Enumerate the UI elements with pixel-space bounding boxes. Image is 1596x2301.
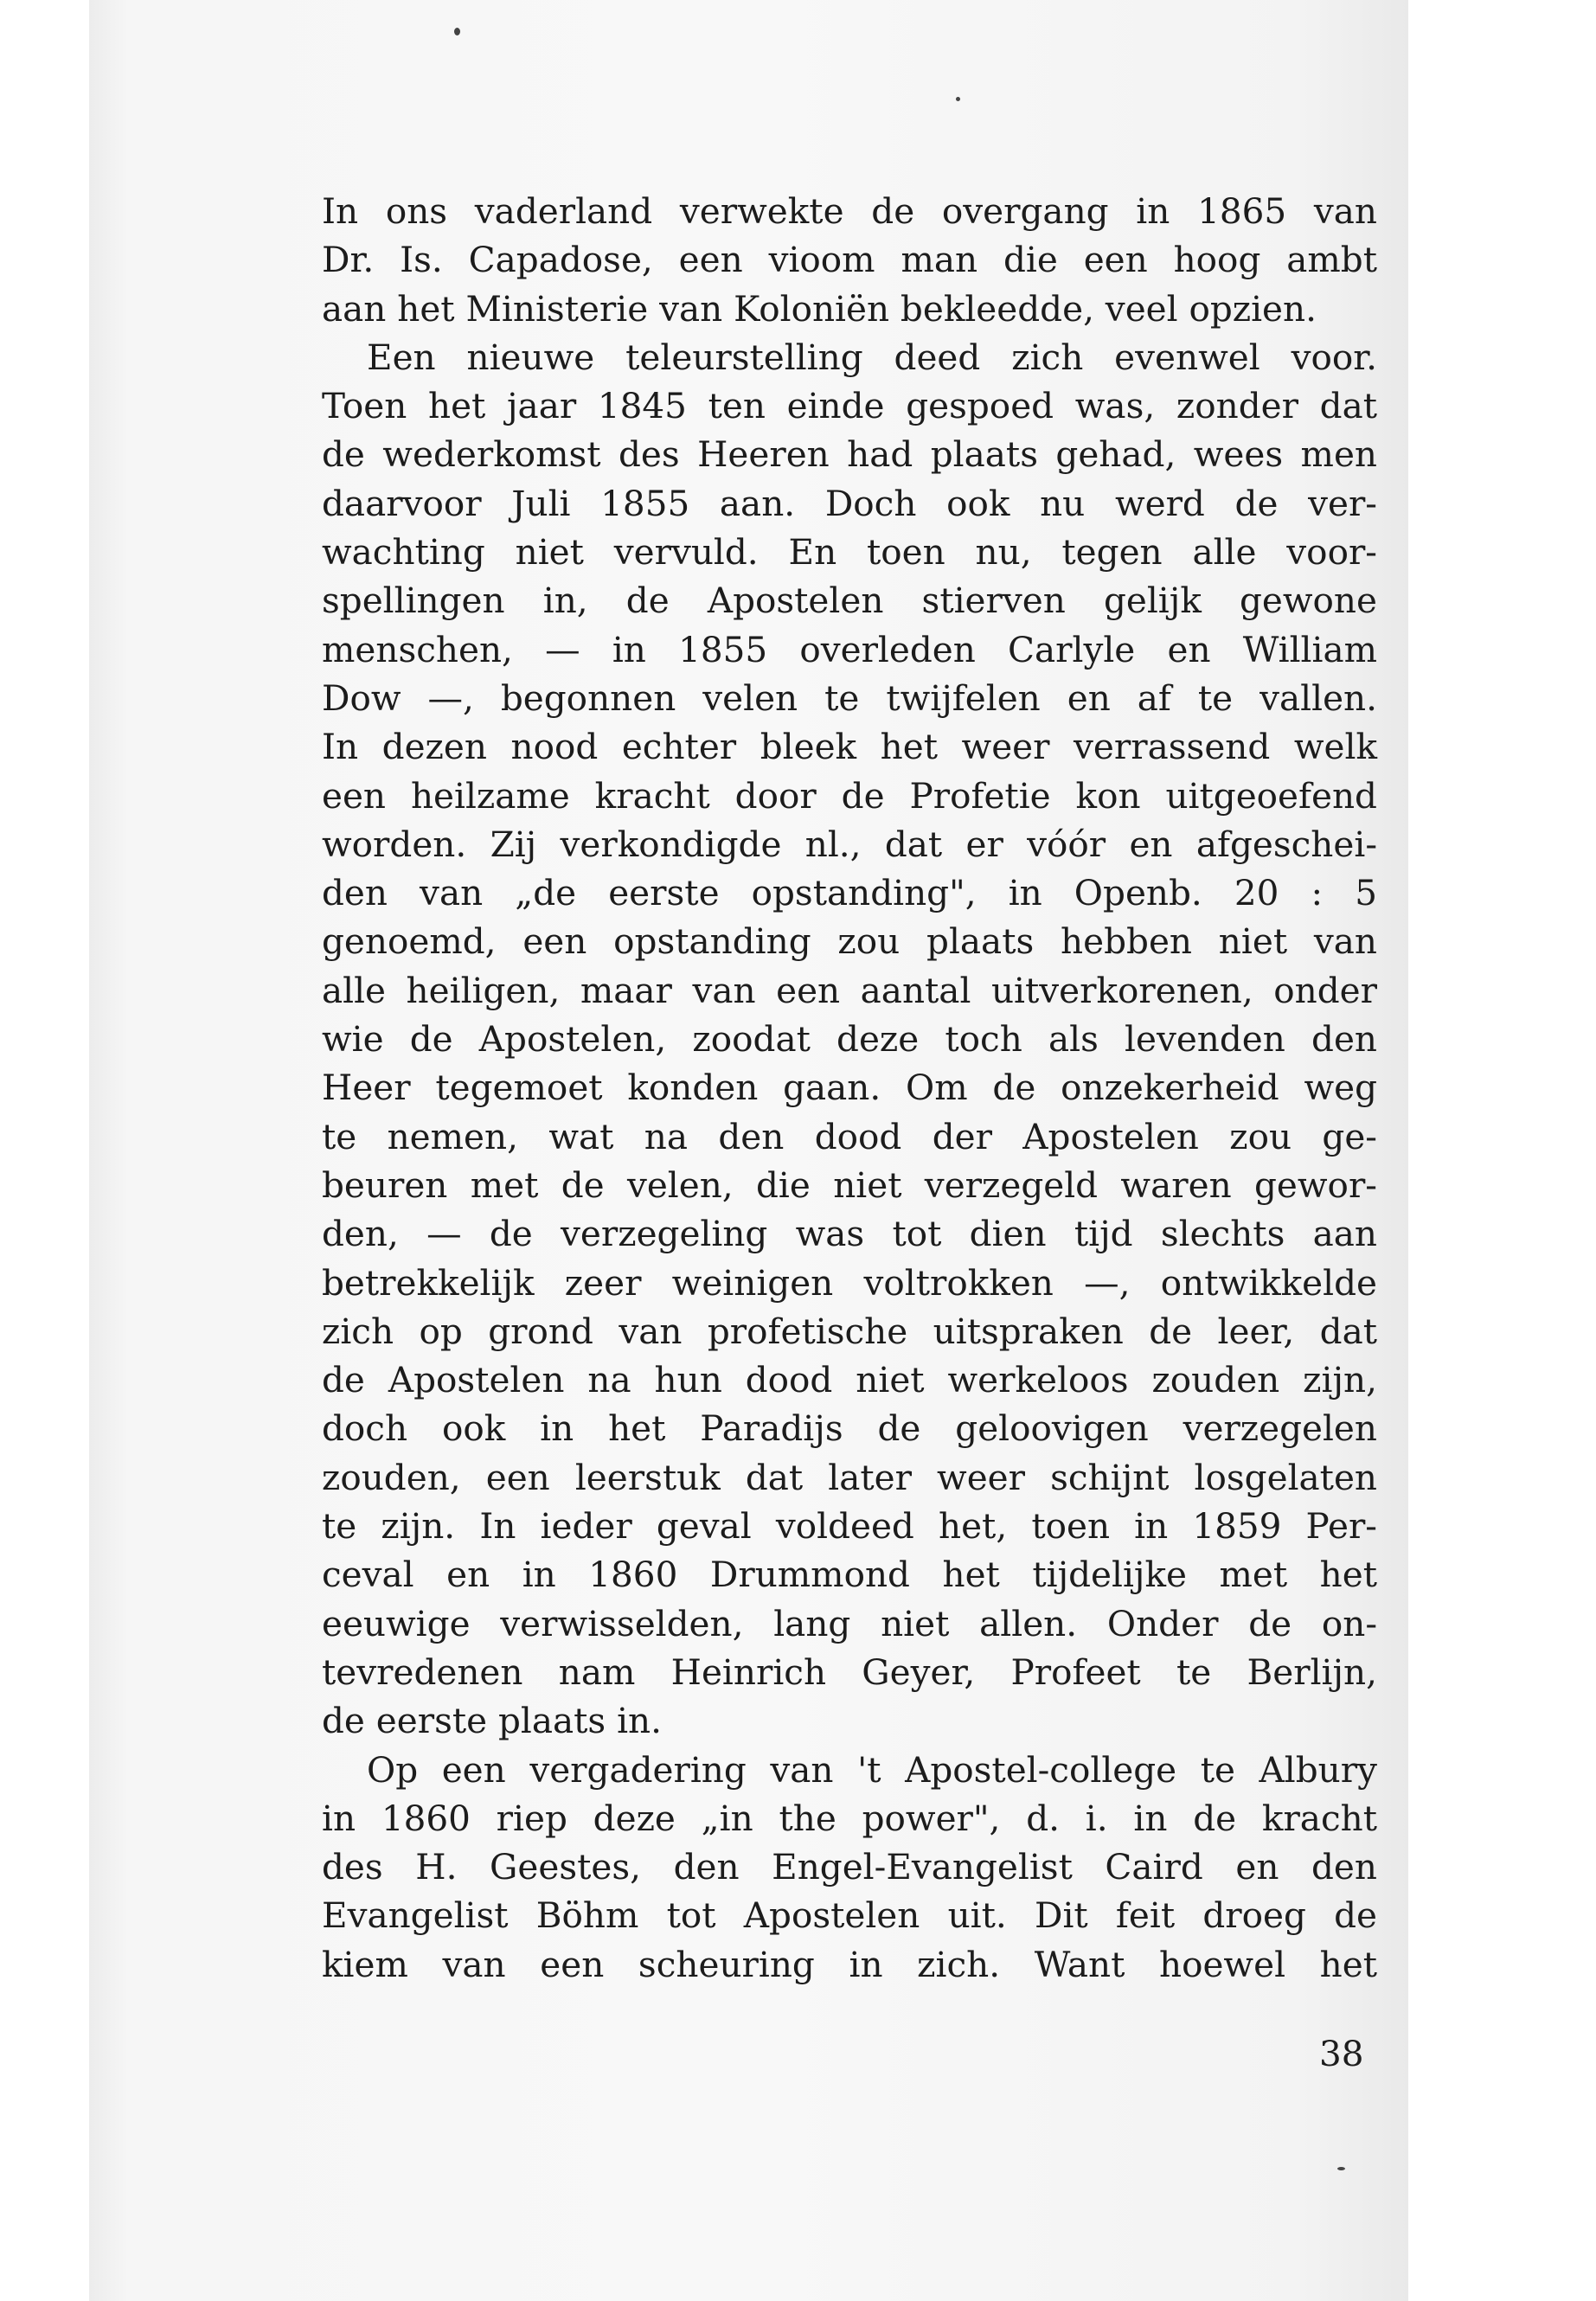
text-line: aan het Ministerie van Koloniën bekleedde, veel opzien. — [322, 287, 1317, 330]
text-line: worden. Zij verkondigde nl., dat er vóór en afgeschei- — [322, 823, 1377, 865]
text-line: tevredenen nam Heinrich Geyer, Profeet te Berlijn, — [322, 1650, 1377, 1693]
text-line: zich op grond van profetische uitspraken de leer, dat — [322, 1310, 1377, 1352]
text-line: spellingen in, de Apostelen stierven gelijk gewone — [322, 580, 1377, 622]
body-text — [322, 187, 1377, 1989]
text-line: In dezen nood echter bleek het weer verrassend welk — [322, 726, 1377, 768]
text-line: de Apostelen na hun dood niet werkeloos zouden zijn, — [322, 1359, 1377, 1401]
text-line: Evangelist Böhm tot Apostelen uit. Dit feit droeg de — [322, 1894, 1377, 1937]
text-line: genoemd, een opstanding zou plaats hebben niet van — [322, 920, 1377, 963]
scan-speck — [1337, 2167, 1345, 2170]
text-line: beuren met de velen, die niet verzegeld waren gewor- — [322, 1163, 1377, 1206]
text-line: betrekkelijk zeer weinigen voltrokken —, ontwikkelde — [322, 1261, 1377, 1304]
text-line: te nemen, wat na den dood der Apostelen zou ge- — [322, 1115, 1377, 1157]
text-line: den van „de eerste opstanding", in Openb. 20 : 5 — [322, 872, 1377, 914]
text-line: Een nieuwe teleurstelling deed zich evenwel voor. — [367, 336, 1377, 378]
text-line: Op een vergadering van 't Apostel-college te Albury — [367, 1748, 1377, 1791]
text-line: Dow —, begonnen velen te twijfelen en af te vallen. — [322, 676, 1377, 719]
text-line: een heilzame kracht door de Profetie kon uitgeoefend — [322, 774, 1377, 817]
text-line: alle heiligen, maar van een aantal uitverkorenen, onder — [322, 969, 1377, 1011]
text-line: ceval en in 1860 Drummond het tijdelijke met het — [322, 1554, 1377, 1596]
text-line: de wederkomst des Heeren had plaats gehad, wees men — [322, 433, 1377, 476]
text-line: zouden, een leerstuk dat later weer schijnt losgelaten — [322, 1456, 1377, 1498]
text-line: Toen het jaar 1845 ten einde gespoed was, zonder dat — [322, 385, 1377, 427]
text-line: doch ook in het Paradijs de geloovigen verzegelen — [322, 1407, 1377, 1450]
text-line: des H. Geestes, den Engel-Evangelist Caird en den — [322, 1846, 1377, 1888]
text-line: Heer tegemoet konden gaan. Om de onzekerheid weg — [322, 1067, 1377, 1109]
text-line: wie de Apostelen, zoodat deze toch als levenden den — [322, 1018, 1377, 1061]
text-line: de eerste plaats in. — [322, 1700, 662, 1742]
text-line: in 1860 riep deze „in the power", d. i. in de kracht — [322, 1797, 1377, 1839]
text-line: kiem van een scheuring in zich. Want hoewel het — [322, 1943, 1377, 1985]
text-line: daarvoor Juli 1855 aan. Doch ook nu werd de ver- — [322, 482, 1377, 524]
text-line: te zijn. In ieder geval voldeed het, toen in 1859 Per- — [322, 1505, 1377, 1548]
text-line: Dr. Is. Capadose, een vioom man die een hoog ambt — [322, 239, 1377, 281]
text-line: wachting niet vervuld. En toen nu, tegen alle voor- — [322, 531, 1377, 574]
scan-speck — [956, 97, 960, 101]
text-line: In ons vaderland verwekte de overgang in 1865 van — [322, 190, 1377, 232]
text-line: den, — de verzegeling was tot dien tijd slechts aan — [322, 1213, 1377, 1255]
scan-speck — [454, 28, 460, 35]
page-number: 38 — [1319, 2033, 1364, 2074]
text-line: menschen, — in 1855 overleden Carlyle en William — [322, 628, 1377, 670]
text-line: eeuwige verwisselden, lang niet allen. Onder de on- — [322, 1602, 1377, 1644]
